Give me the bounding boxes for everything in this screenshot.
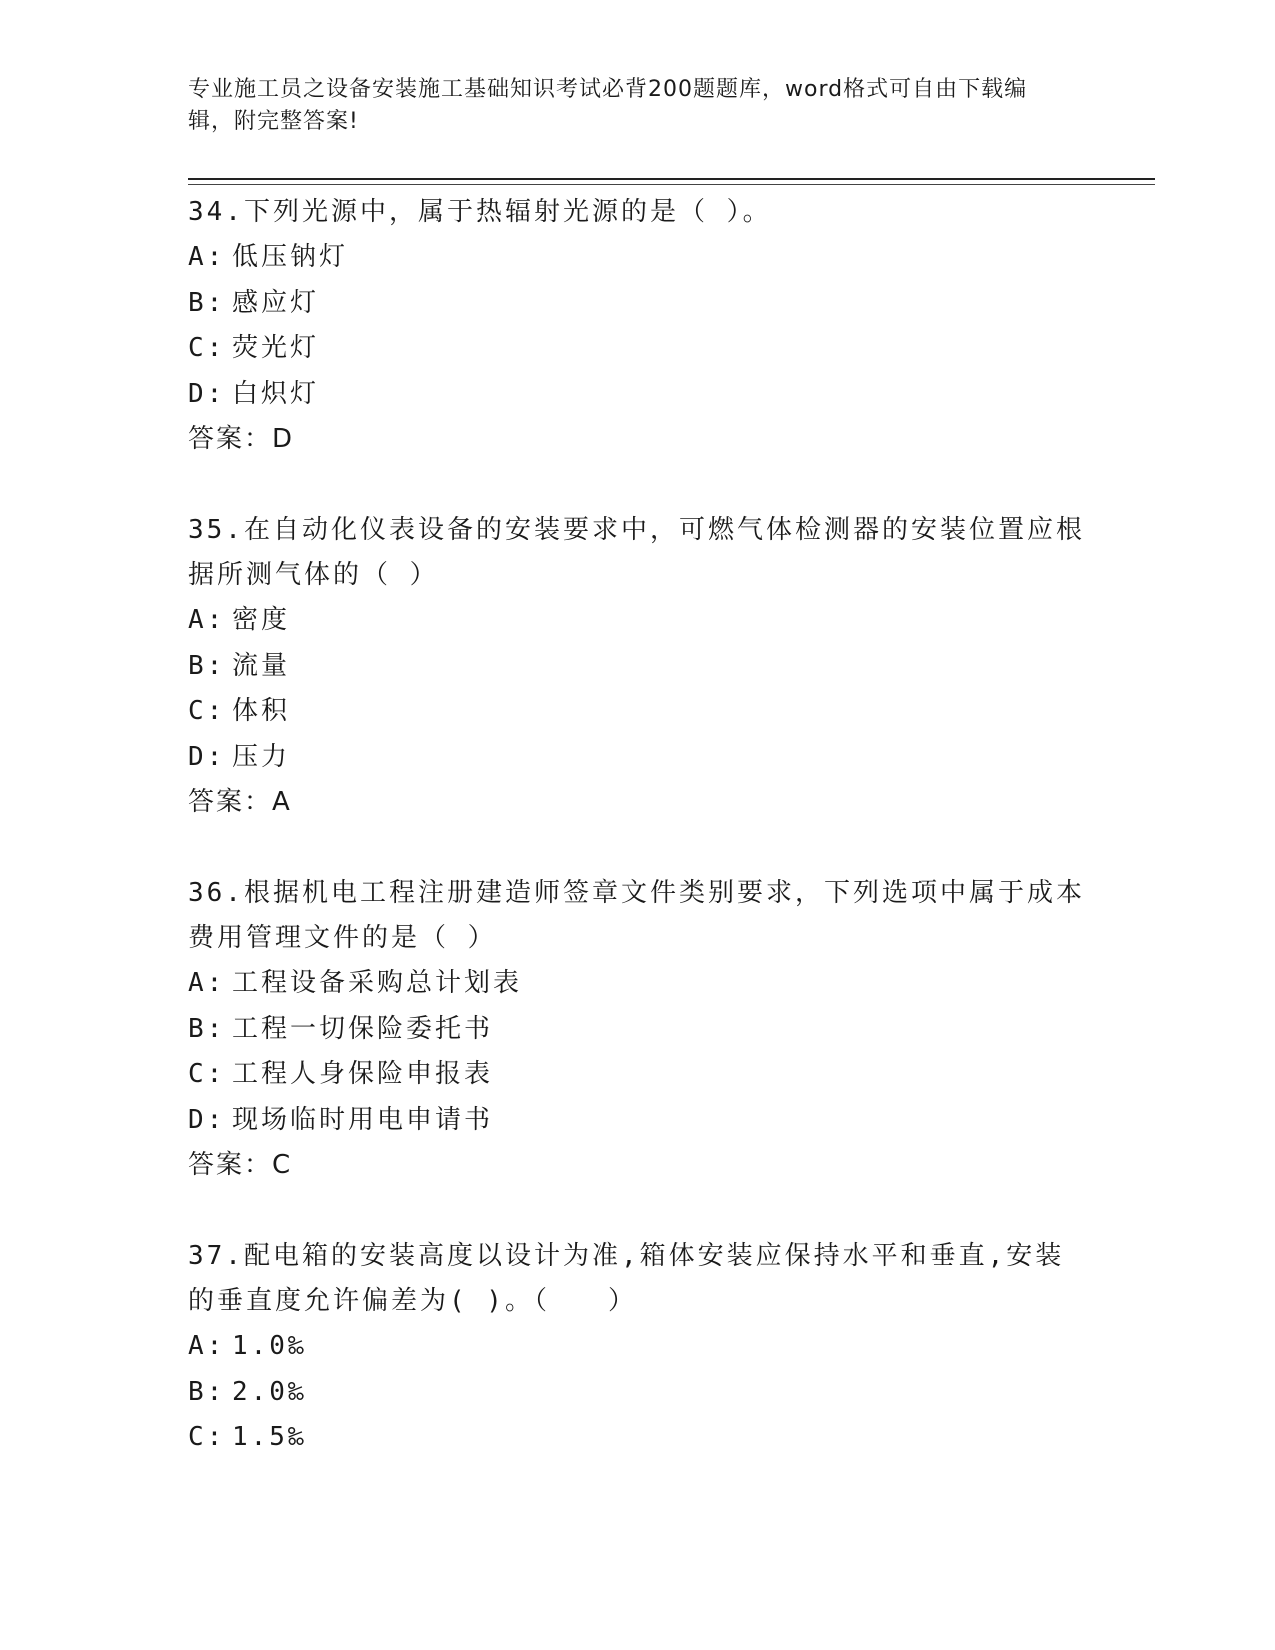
question-list <box>188 188 1088 1505</box>
option-text: 感应灯 <box>232 287 320 318</box>
question-stem: 34.下列光源中，属于热辐射光源的是（ ）。 <box>188 197 772 227</box>
option-text: 工程一切保险委托书 <box>232 1013 494 1044</box>
option-a <box>188 961 1088 1007</box>
question-37 <box>188 1232 1088 1461</box>
option-text: 流量 <box>232 650 291 681</box>
answer-line: 答案：C <box>188 1150 293 1180</box>
option-c <box>188 1052 1088 1098</box>
question-stem: 37.配电箱的安装高度以设计为准,箱体安装应保持水平和垂直,安装的垂直度允许偏差为( )。（ ） <box>188 1241 1065 1316</box>
option-text: 1.0‰ <box>232 1331 307 1361</box>
option-b <box>188 1007 1088 1053</box>
option-letter: B: <box>188 1013 226 1044</box>
option-letter: A: <box>188 605 226 635</box>
answer-line: 答案：D <box>188 424 295 454</box>
option-d <box>188 735 1088 781</box>
option-letter: B: <box>188 287 226 318</box>
option-letter: A: <box>188 968 226 998</box>
option-letter: C: <box>188 333 226 363</box>
option-text: 体积 <box>232 696 291 726</box>
option-c <box>188 689 1088 735</box>
option-letter: A: <box>188 1331 226 1361</box>
question-34 <box>188 188 1088 462</box>
option-c <box>188 326 1088 372</box>
header-divider-thin <box>188 184 1155 185</box>
option-text: 荧光灯 <box>232 333 320 363</box>
question-stem: 35.在自动化仪表设备的安装要求中，可燃气体检测器的安装位置应根据所测气体的（ ） <box>188 515 1085 590</box>
option-b <box>188 281 1088 327</box>
option-text: 密度 <box>232 605 291 635</box>
option-d <box>188 372 1088 418</box>
option-text: 1.5‰ <box>232 1422 307 1452</box>
option-text: 工程设备采购总计划表 <box>232 968 523 998</box>
option-letter: C: <box>188 696 226 726</box>
option-d <box>188 1098 1088 1144</box>
option-letter: D: <box>188 378 226 409</box>
option-b <box>188 1370 1088 1416</box>
option-a <box>188 598 1088 644</box>
question-36 <box>188 869 1088 1188</box>
option-text: 白炽灯 <box>232 378 320 409</box>
option-text: 压力 <box>232 741 291 772</box>
option-a <box>188 1324 1088 1370</box>
option-text: 2.0‰ <box>232 1376 307 1407</box>
option-letter: D: <box>188 1104 226 1135</box>
option-b <box>188 644 1088 690</box>
option-text: 现场临时用电申请书 <box>232 1104 494 1135</box>
header-divider <box>188 178 1155 180</box>
answer-line: 答案：A <box>188 787 292 817</box>
option-c <box>188 1415 1088 1461</box>
option-letter: B: <box>188 650 226 681</box>
option-letter: B: <box>188 1376 226 1407</box>
option-letter: A: <box>188 242 226 272</box>
option-text: 低压钠灯 <box>232 242 349 272</box>
option-letter: C: <box>188 1059 226 1089</box>
document-header: 专业施工员之设备安装施工基础知识考试必背200题题库，word格式可自由下载编辑，附完整答案! <box>188 77 1028 134</box>
question-stem: 36.根据机电工程注册建造师签章文件类别要求，下列选项中属于成本费用管理文件的是（ ） <box>188 878 1085 953</box>
question-35 <box>188 506 1088 825</box>
option-letter: D: <box>188 741 226 772</box>
option-a <box>188 235 1088 281</box>
option-letter: C: <box>188 1422 226 1452</box>
option-text: 工程人身保险申报表 <box>232 1059 494 1089</box>
